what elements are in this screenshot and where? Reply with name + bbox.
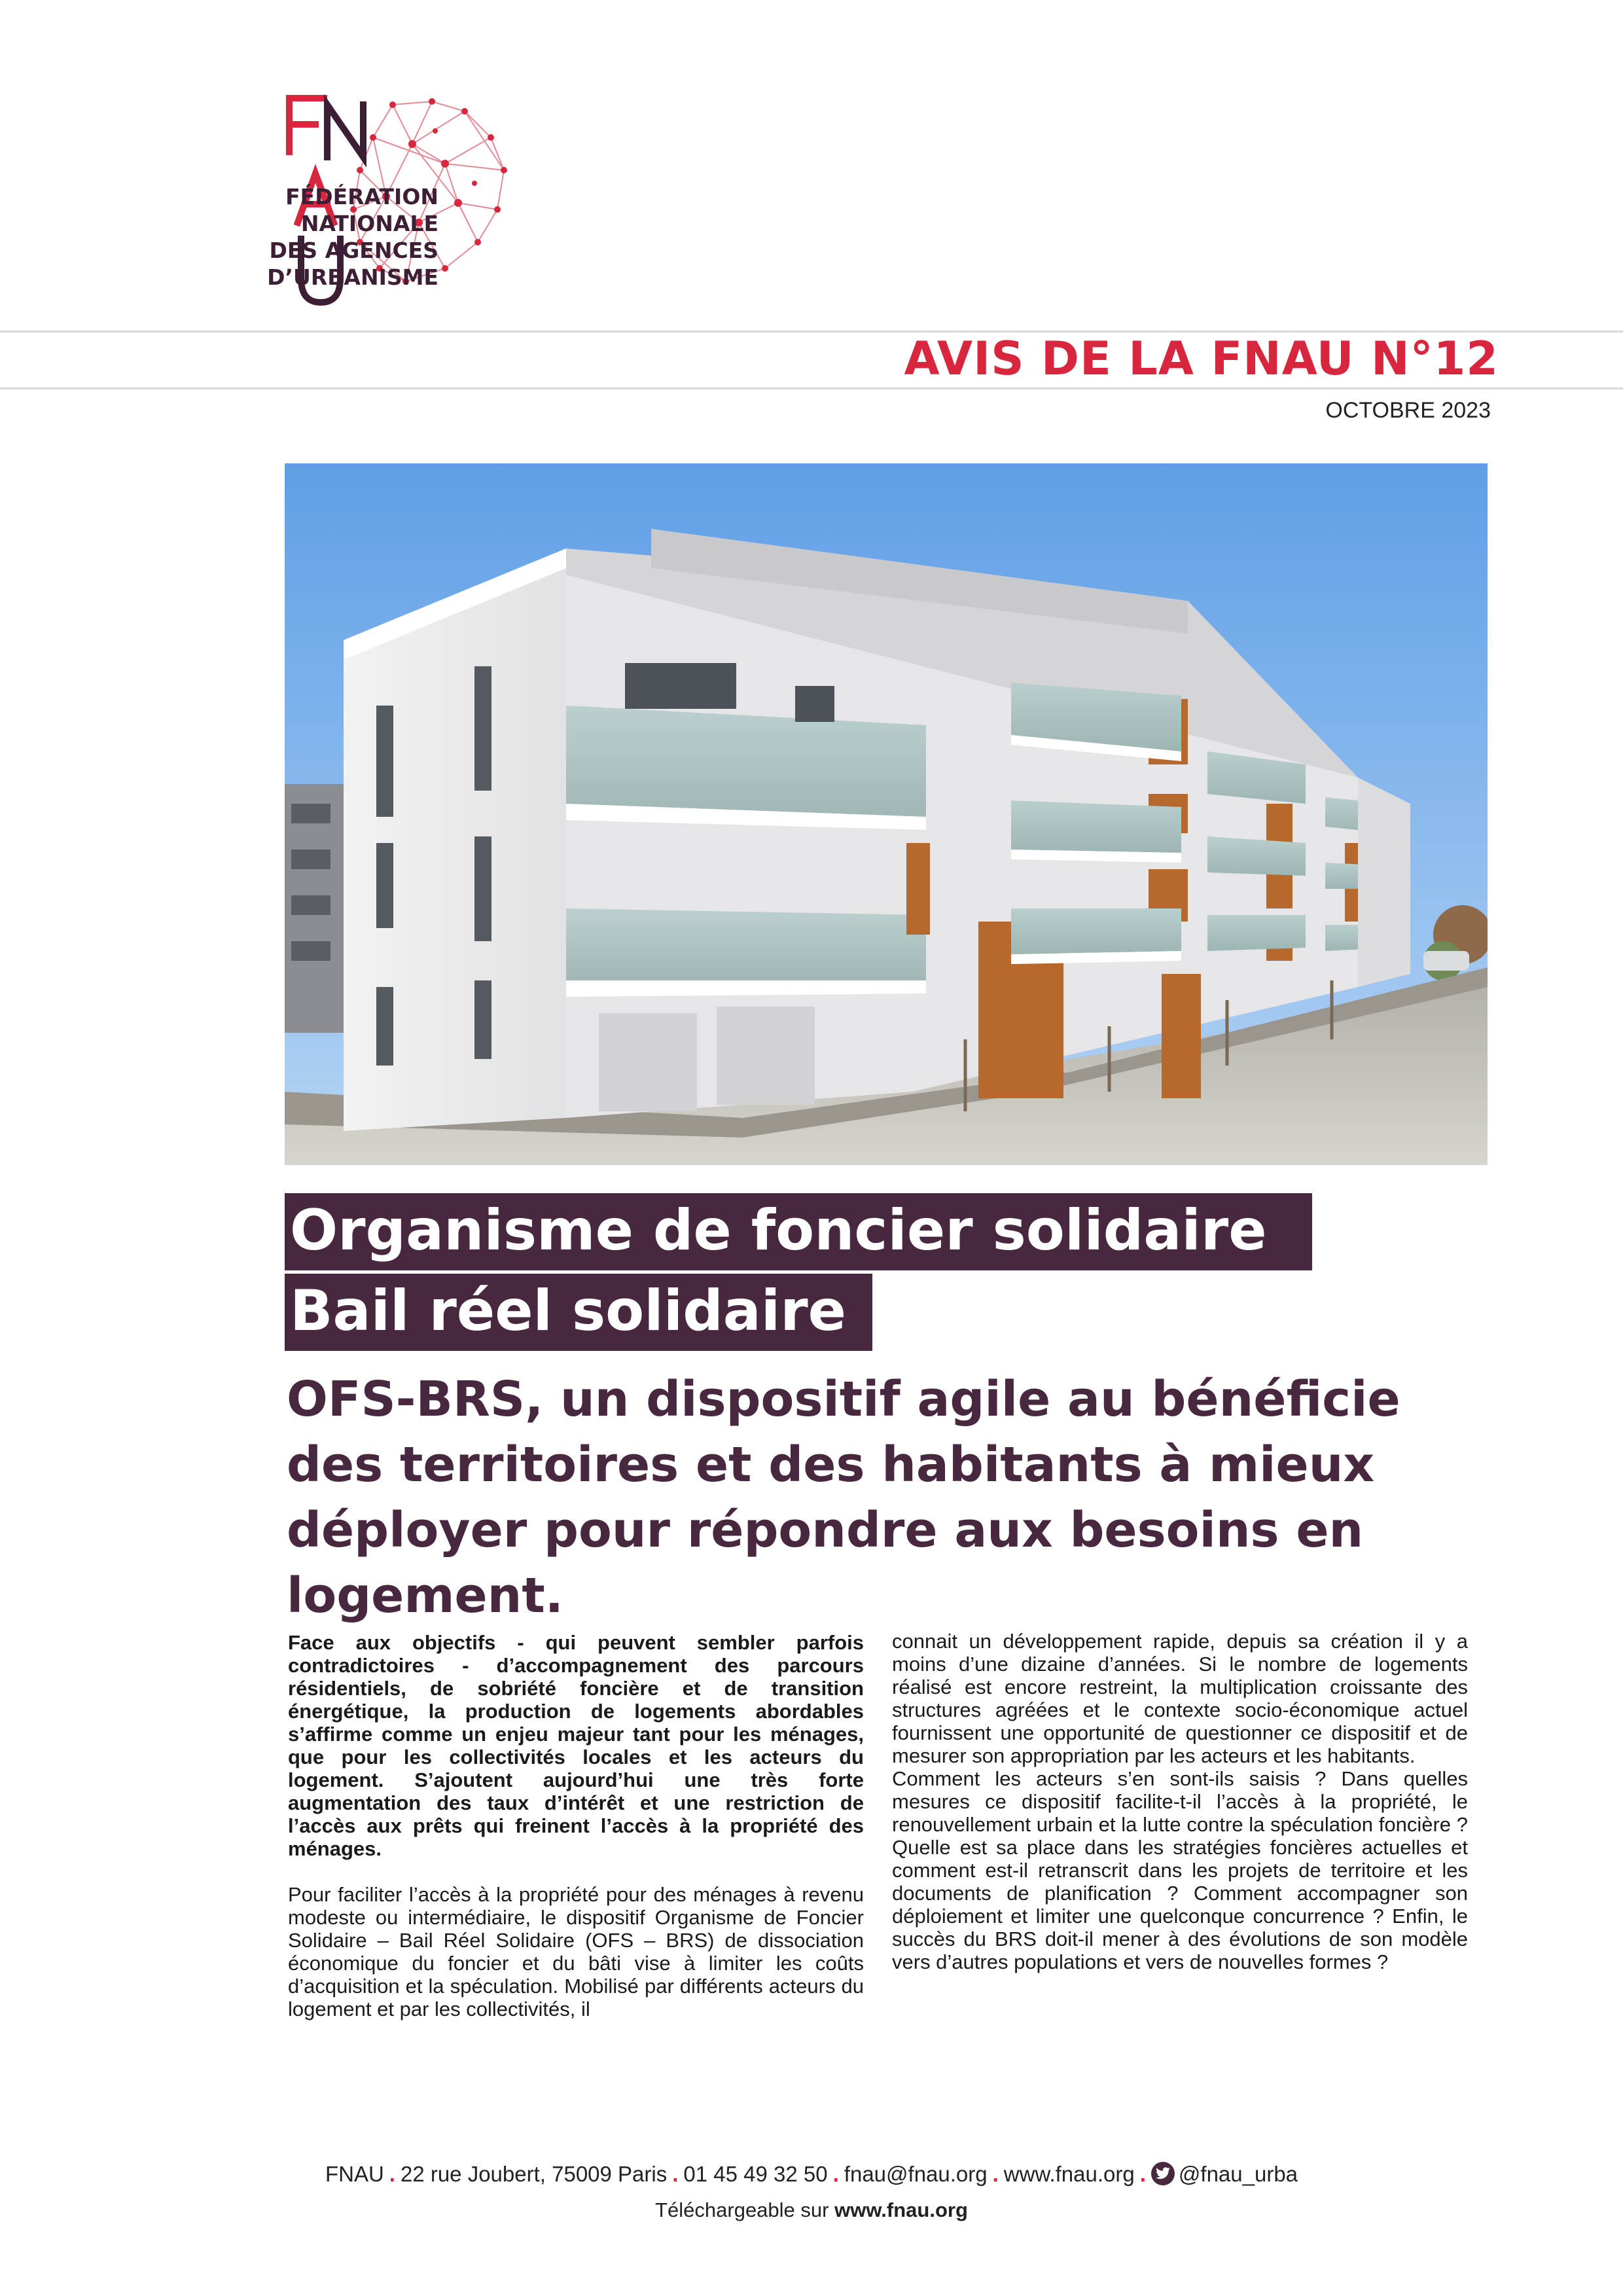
twitter-icon bbox=[1151, 2162, 1175, 2185]
footer-email-link[interactable]: fnau@fnau.org bbox=[844, 2162, 988, 2186]
logo-tagline-line: FÉDÉRATION bbox=[285, 184, 438, 209]
avis-title: AVIS DE LA FNAU N°12 bbox=[904, 332, 1499, 386]
footer-phone: 01 45 49 32 50 bbox=[683, 2162, 828, 2186]
download-link[interactable]: www.fnau.org bbox=[834, 2198, 968, 2221]
footer-address: 22 rue Joubert, 75009 Paris bbox=[400, 2162, 668, 2186]
download-label: Téléchargeable sur bbox=[655, 2198, 829, 2221]
body-column-left bbox=[288, 1631, 864, 2020]
body-column-right bbox=[892, 1630, 1468, 1973]
body-paragraph: Comment les acteurs s’en sont-ils saisis ? Dans quelles mesures ce dispositif facilite-t-il l’accès à la propriété, le renouvellement urbain et la lutte contre la spéculation foncière ? Quelle est sa place dans les stratégies foncières actuelles et comment est-il retranscrit dans les projets de territoire et les documents de planification ? Comment accompagner son déploiement et limiter une quelconque concurrence ? Enfin, le succès du BRS doit-il mener à des évolutions de son modèle vers d’autres populations et vers de nouvelles formes ? bbox=[892, 1767, 1468, 1973]
separator-dot: . bbox=[389, 2162, 395, 2186]
body-paragraph: Pour faciliter l’accès à la propriété pour des ménages à revenu modeste ou intermédiaire, le dispositif Organisme de Foncier Solidaire – Bail Réel Solidaire (OFS – BRS) de dissociation économique du foncier et du bâti vise à limiter les coûts d’acquisition et la spéculation. Mobilisé par différents acteurs du logement et par les collectivités, il bbox=[288, 1883, 864, 2020]
fnau-logo bbox=[137, 92, 517, 308]
footer-org: FNAU bbox=[325, 2162, 384, 2186]
footer-contact bbox=[0, 2161, 1623, 2187]
title-line-2-text: Bail réel solidaire bbox=[290, 1278, 847, 1344]
separator-dot: . bbox=[672, 2162, 679, 2186]
subtitle: OFS-BRS, un dispositif agile au bénéficie des territoires et des habitants à mieux déployer pour répondre aux besoins en logement. bbox=[287, 1371, 1400, 1624]
title-line-2 bbox=[285, 1274, 872, 1351]
separator-dot: . bbox=[1139, 2162, 1146, 2186]
separator-dot: . bbox=[832, 2162, 839, 2186]
publication-date: OCTOBRE 2023 bbox=[1325, 398, 1491, 423]
logo-tagline-line: NATIONALE bbox=[300, 211, 438, 236]
footer-download bbox=[0, 2197, 1623, 2223]
lead-paragraph: Face aux objectifs - qui peuvent sembler parfois contradictoires - d’accompagnement des parcours résidentiels, de sobriété foncière et de transition énergétique, la production de logements abordables s’affirme comme un enjeu majeur tant pour les ménages, que pour les collectivités locales et les acteurs du logement. S’ajoutent aujourd’hui une très forte augmentation des taux d’intérêt et une restriction de l’accès aux prêts qui freinent l’accès à la propriété des ménages. bbox=[288, 1631, 864, 1860]
title-line-1-text: Organisme de foncier solidaire bbox=[290, 1198, 1267, 1263]
logo-tagline-line: DES AGENCES bbox=[269, 238, 438, 263]
footer-twitter-handle[interactable]: @fnau_urba bbox=[1178, 2162, 1298, 2186]
logo-tagline bbox=[151, 183, 438, 291]
header-rule-bottom bbox=[0, 387, 1623, 389]
body-paragraph: connait un développement rapide, depuis sa création il y a moins d’une dizaine d’années. Si le nombre de logements réalisé est encore restreint, la multiplication croissante des structures agréées et le contexte socio-économique actuel fournissent une opportunité de questionner ce dispositif et de mesurer son appropriation par les acteurs et les habitants. bbox=[892, 1630, 1468, 1767]
separator-dot: . bbox=[992, 2162, 999, 2186]
title-line-1 bbox=[285, 1193, 1312, 1270]
apartment-building-photo bbox=[285, 463, 1488, 1165]
logo-tagline-line: D’URBANISME bbox=[267, 264, 438, 290]
footer-website-link[interactable]: www.fnau.org bbox=[1003, 2162, 1135, 2186]
